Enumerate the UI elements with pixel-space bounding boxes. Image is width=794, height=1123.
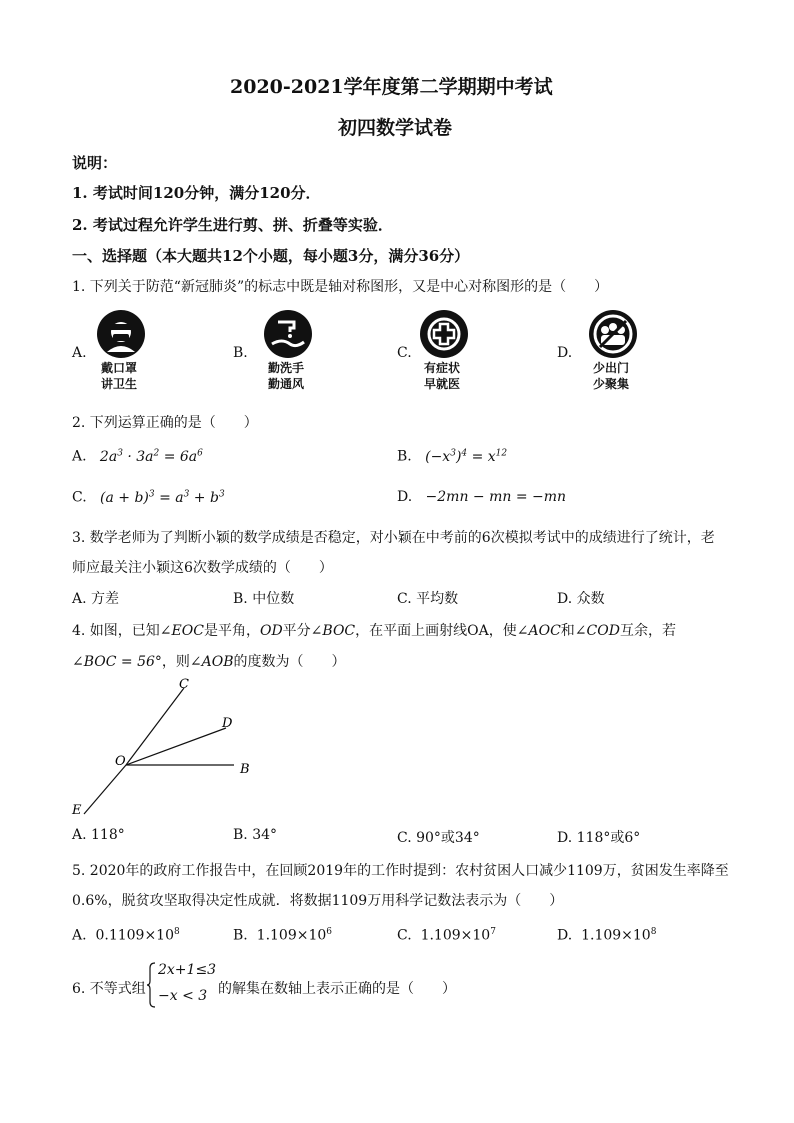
question-3-stem-line-2: 师应最关注小颖这6次数学成绩的（ ）	[72, 560, 333, 576]
q5-option-a	[72, 927, 180, 944]
caption-line: 少出门	[593, 361, 630, 375]
q1-option-b-letter: B.	[233, 345, 248, 361]
q3-option-b: B. 中位数	[233, 591, 295, 607]
q2-option-b	[397, 448, 507, 465]
section-heading: 一、选择题（本大题共12个小题，每小题3分，满分36分）	[72, 247, 470, 265]
inequality-line-2: −x < 3	[158, 988, 208, 1004]
label-o: O	[115, 754, 126, 769]
ray-label: OD	[259, 623, 283, 639]
option-letter: B.	[233, 927, 248, 944]
q3-option-c: C. 平均数	[397, 591, 459, 607]
label-e: E	[72, 803, 82, 818]
notes-heading: 说明：	[72, 154, 118, 172]
question-4-stem-line-2	[72, 651, 346, 671]
option-letter: D.	[397, 489, 413, 505]
caption-line: 勤洗手	[268, 361, 305, 375]
option-letter: A.	[72, 927, 87, 944]
caption-line: 戴口罩	[101, 361, 138, 375]
label-b: B	[240, 762, 250, 777]
q5-option-c	[397, 927, 496, 944]
ray-od	[126, 728, 226, 765]
exam-title: 2020-2021学年度第二学期期中考试	[230, 76, 553, 98]
option-exponent: 6	[326, 927, 333, 937]
option-value: 0.1109×10	[95, 927, 174, 944]
text: 4. 如图，已知∠	[72, 623, 172, 639]
caption-line: 早就医	[424, 377, 461, 391]
angle-label: AOC	[528, 623, 561, 639]
option-letter: C.	[72, 489, 87, 506]
option-exponent: 7	[490, 927, 496, 937]
notes-item-2: 2. 考试过程允许学生进行剪、拼、折叠等实验．	[72, 216, 393, 234]
exam-subtitle: 初四数学试卷	[338, 117, 453, 139]
question-5-stem-line-2: 0.6%，脱贫攻坚取得决定性成就．将数据1109万用科学记数法表示为（ ）	[72, 893, 564, 909]
text: 的度数为（ ）	[233, 654, 346, 670]
option-value: 1.109×10	[581, 927, 651, 944]
notes-item-1: 1. 考试时间120分钟，满分120分．	[72, 184, 321, 202]
option-letter: A.	[72, 448, 87, 465]
option-value: 1.109×10	[420, 927, 491, 944]
text: ，则∠	[161, 654, 202, 670]
q2-option-c-expr: $(a + b)^3 = a^3 + b^3$	[100, 489, 225, 506]
question-4-stem-line-1	[72, 620, 676, 640]
text: ，在平面上画射线OA，使∠	[355, 623, 529, 639]
question-5-stem-line-1: 5. 2020年的政府工作报告中，在回顾2019年的工作时提到：农村贫困人口减少1109万，贫困发生率降至	[72, 863, 729, 879]
question-6-suffix: 的解集在数轴上表示正确的是（ ）	[218, 981, 456, 997]
option-letter: D.	[557, 927, 573, 944]
q2-option-d-expr: −2mn − mn = −mn	[425, 489, 567, 505]
caption-line: 讲卫生	[101, 377, 138, 391]
q2-option-d	[397, 489, 566, 505]
angle-label: EOC	[171, 623, 204, 639]
q1-option-c-letter: C.	[397, 345, 412, 361]
medical-cross-icon	[420, 310, 468, 358]
label-c: C	[179, 677, 189, 692]
q4-option-d: D. 118°或6°	[557, 830, 641, 846]
text: ∠	[72, 654, 84, 670]
q2-option-a	[72, 448, 203, 465]
q1-option-a-letter: A.	[72, 345, 87, 361]
ray-oc	[126, 688, 184, 765]
q2-option-a-expr: $2a^3 \cdot 3a^2 = 6a^6$	[99, 448, 203, 465]
q1-option-b-caption	[268, 360, 304, 392]
text: 是平角，	[203, 623, 260, 639]
q4-option-a: A. 118°	[72, 827, 125, 843]
ray-oe	[84, 765, 126, 814]
system-brace	[146, 962, 156, 1008]
mask-person-icon	[97, 310, 145, 358]
caption-line: 少聚集	[593, 377, 630, 391]
question-6-prefix: 6. 不等式组	[72, 981, 146, 997]
q3-option-a: A. 方差	[72, 591, 120, 607]
option-letter: B.	[397, 448, 412, 465]
text: 平分∠	[282, 623, 323, 639]
q3-option-d: D. 众数	[557, 591, 605, 607]
q5-option-d	[557, 927, 656, 944]
q2-option-c	[72, 489, 225, 506]
q5-option-b	[233, 927, 332, 944]
question-1-stem: 1. 下列关于防范“新冠肺炎”的标志中既是轴对称图形，又是中心对称图形的是（ ）	[72, 279, 609, 295]
q4-option-b: B. 34°	[233, 827, 278, 843]
angle-label: AOB	[201, 654, 234, 670]
crowd-ban-icon	[589, 310, 637, 358]
q1-option-d-letter: D.	[557, 345, 573, 361]
label-d: D	[222, 716, 233, 731]
text: 互余，若	[619, 623, 676, 639]
q1-option-a-caption	[101, 360, 137, 392]
caption-line: 有症状	[424, 361, 461, 375]
question-3-stem-line-1: 3. 数学老师为了判断小颖的数学成绩是否稳定，对小颖在中考前的6次模拟考试中的成绩进行了统计，老	[72, 530, 715, 546]
option-exponent: 8	[174, 927, 180, 937]
option-letter: C.	[397, 927, 412, 944]
option-exponent: 8	[650, 927, 657, 937]
question-2-stem: 2. 下列运算正确的是（ ）	[72, 415, 258, 431]
angle-figure	[60, 672, 270, 822]
angle-label: BOC	[322, 623, 356, 639]
angle-value: BOC = 56°	[83, 654, 162, 670]
hand-wash-icon	[264, 310, 312, 358]
option-value: 1.109×10	[256, 927, 327, 944]
caption-line: 勤通风	[268, 377, 305, 391]
q4-option-c: C. 90°或34°	[397, 830, 480, 846]
q1-option-d-caption	[593, 360, 629, 392]
q2-option-b-expr: $(-x^3)^4 = x^{12}$	[425, 448, 508, 465]
text: 和∠	[560, 623, 587, 639]
angle-label: COD	[586, 623, 620, 639]
inequality-line-1: 2x+1≤3	[158, 962, 217, 978]
q1-option-c-caption	[424, 360, 460, 392]
